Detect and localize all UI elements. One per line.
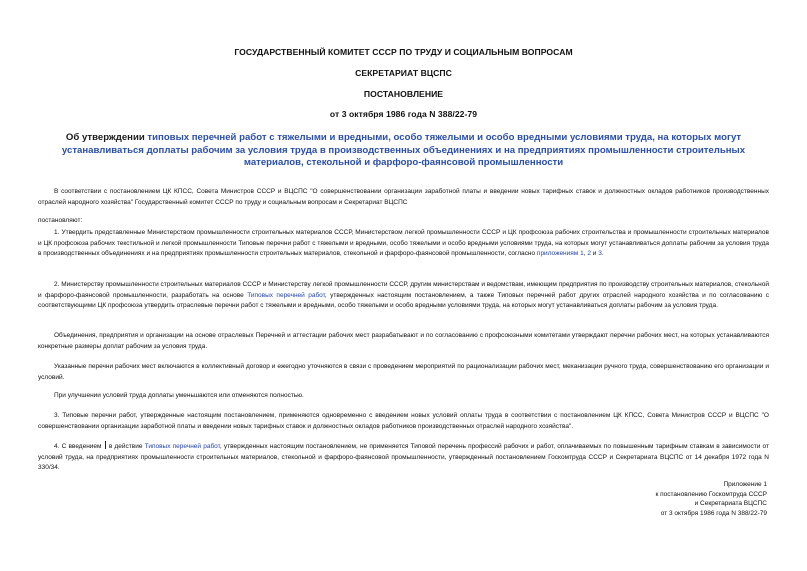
paragraph-2: [38, 280, 769, 312]
paragraph-2-text-a: 2. Министерству промышленности строительных материалов СССР и Министерству легкой промышленности СССР, другим министерствам и ведомствам, имеющим предприятия по производству строительных материалов, стекольной и фарфоро-фаянсовой промышленности, разработать на основе: [38, 281, 769, 299]
appendix-line-3: и Секретариата ВЦСПС: [694, 500, 767, 508]
intro-paragraph: [38, 187, 769, 208]
document-type-heading: ПОСТАНОВЛЕНИЕ: [363, 89, 444, 99]
typical-lists-link[interactable]: Типовых перечней работ: [247, 291, 325, 299]
document-date-number: от 3 октября 1986 года N 388/22-79: [329, 109, 478, 119]
appendix-line-4: от 3 октября 1986 года N 388/22-79: [660, 509, 767, 517]
appendix-line-2: к постановлению Госкомтруда СССР: [655, 490, 767, 498]
paragraph-1-text: 1. Утвердить представленные Министерством промышленности строительных материалов СССР, Министерством легкой промышленности СССР и ЦК профсоюза рабочих строительства и промышленности строительных материалов и ЦК профсоюза рабочих текстильной и легкой промышленности Типовые перечни работ с тяжелыми и вредными, особо тяжелыми и особо вредными условиями труда, на которых могут устанавливаться доплаты рабочим за условия труда в производственных объединениях и на предприятиях промышленности строительных материалов, стекольной и фарфоро-фаянсовой промышленности, согласно: [38, 229, 769, 258]
paragraph-7-text-a: 4. С введением: [54, 443, 104, 450]
paragraph-6-text: 3. Типовые перечни работ, утвержденные настоящим постановлением, применяются одновременно с введением новых условий оплаты труда в соответствии с постановлением ЦК КПСС, Совета Министров СССР и ВЦСПС "О совершенствовании организации заработной платы и введении новых тарифных ставок и должностных окладов работников производственных отраслей народного хозяйства".: [38, 412, 769, 430]
paragraph-1: [38, 228, 769, 260]
document-title: [40, 132, 767, 170]
separator: и: [590, 250, 599, 258]
paragraph-3-text: Объединения, предприятия и организации на основе отраслевых Перечней и аттестации рабочих мест разрабатывают и по согласованию с профсоюзными комитетами утверждают перечни рабочих мест, на которых устанавливаются конкретные размеры доплат рабочим за условия труда.: [38, 332, 769, 350]
appendix-1-link[interactable]: приложениям 1: [536, 250, 584, 258]
appendix-caption: [655, 480, 767, 518]
paragraph-4-text: Указанные перечни рабочих мест включаются в коллективный договор и ежегодно уточняются в связи с проведением мероприятий по рационализации рабочих мест, механизации ручного труда, совершенствованию его организации и условий.: [38, 363, 769, 381]
text-cursor: [105, 441, 106, 449]
title-link[interactable]: типовых перечней работ с тяжелыми и вредными, особо тяжелыми и особо вредными условиями труда, на которых могут устанавливаться доплаты рабочим за условия труда в производственных объединениях и на предприятиях промышленности строительных материалов, стекольной и фарфоро-фаянсовой промышленности: [61, 132, 746, 169]
paragraph-7-text-c: , утвержденных настоящим постановлением, не применяется Типовой перечень профессий рабочих и работ, оплачиваемых по повышенным тарифным ставкам в зависимости от условий труда, на предприятиях промышленности строительных материалов, стекольной и фарфоро-фаянсовой промышленности, утвержденный постановлением Госкомтруда СССР и Секретариата ВЦСПС от 14 декабря 1972 года N 330/34.: [38, 443, 769, 472]
paragraph-2-text-b: , утвержденных настоящим постановлением, а также Типовых перечней работ других отраслей народного хозяйства и по согласованию с соответствующими ЦК профсоюза утвердить отраслевые перечни работ с тяжелыми и вредными, особо тяжелыми и особо вредными условиями труда, на которых могут устанавливаться доплаты рабочим за условия труда.: [38, 291, 769, 310]
secretariat-heading: СЕКРЕТАРИАТ ВЦСПС: [355, 68, 452, 78]
intro-text: В соответствии с постановлением ЦК КПСС, Совета Министров СССР и ВЦСПС "О совершенствовании организации заработной платы и введении новых тарифных ставок и должностных окладов работников производственных отраслей народного хозяйства" Государственный комитет СССР по труду и социальным вопросам и Секретариат ВЦСПС: [38, 188, 769, 206]
appendix-2-link[interactable]: 2: [587, 250, 591, 258]
paragraph-3: [38, 331, 769, 352]
title-lead: Об утверждении: [65, 132, 148, 143]
paragraph-4: [38, 362, 769, 383]
typical-lists-link-2[interactable]: Типовых перечней работ: [144, 443, 220, 450]
resolve-paragraph: [38, 216, 769, 227]
paragraph-7: [38, 441, 769, 474]
paragraph-7-text-b: в действие: [106, 443, 145, 450]
paragraph-5-text: При улучшении условий труда доплаты уменьшаются или отменяются полностью.: [54, 392, 304, 399]
appendix-3-link[interactable]: 3: [598, 250, 602, 258]
committee-heading: ГОСУДАРСТВЕННЫЙ КОМИТЕТ СССР ПО ТРУДУ И СОЦИАЛЬНЫМ ВОПРОСАМ: [234, 47, 573, 57]
paragraph-5: [38, 391, 769, 402]
separator: ,: [583, 250, 588, 258]
paragraph-6: [38, 411, 769, 432]
appendix-line-1: Приложение 1: [723, 481, 767, 488]
resolve-text: постановляют:: [38, 217, 83, 224]
period: .: [601, 250, 604, 258]
